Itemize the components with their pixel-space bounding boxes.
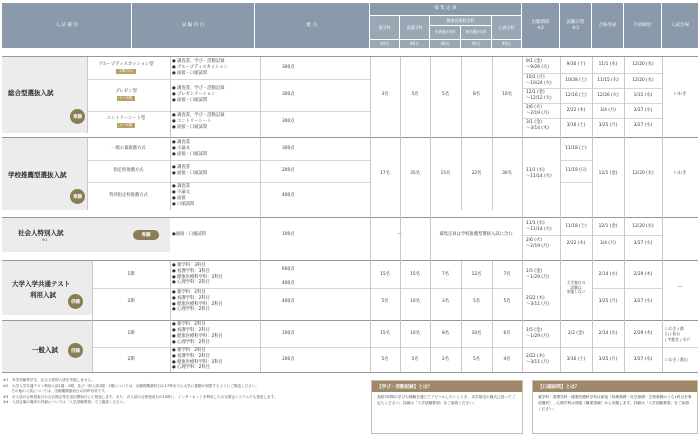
social-app-2-from: 2/6 (火) (526, 237, 542, 243)
sogo-subjects-presen (170, 79, 260, 111)
ippan-exam-1: 2/2 (金) (568, 331, 584, 337)
ippan-subject: ● 健康医療科学科：2科目 (172, 334, 223, 339)
ippan-subject: ● 薬学科：2科目 (172, 322, 206, 328)
ippan-quota-1-4: 6名 (503, 331, 511, 337)
header-col-ot: 作業療法学科 (430, 25, 461, 39)
kyotsu-subjects-1 (170, 261, 260, 288)
sogo-quota-0: 3名 (381, 92, 389, 98)
social-pass-1: 12/1 (金) (598, 223, 618, 229)
header-num-3: 40名 (461, 39, 492, 48)
header-col-nursing: 看護学科 (400, 15, 430, 39)
ippan-venue-line: / 宇都宮 / 水戸 (665, 336, 691, 342)
kyotsu-proc-2: 3/27 (水) (633, 298, 653, 304)
ippan-quota-2-0: 5名 (381, 356, 389, 362)
social-app-1-to: 〜11/14 (火) (526, 226, 552, 232)
ippan-subject: ● 心理学科：2科目 (172, 339, 210, 345)
kyotsu-pass-2: 3/25 (月) (598, 298, 618, 304)
sogo-name-gd-label: グループディスカッション型 (98, 62, 154, 68)
ippan-proc-1: 2/29 (木) (633, 331, 653, 337)
sogo-app-0-to: 〜9/26 (火) (526, 65, 549, 70)
kyotsu-quota-1-4: 7名 (503, 271, 511, 277)
sogo-subject: ● プレゼンテーション (172, 92, 216, 98)
kyotsu-subject: ● 看護学科：3科目 (172, 268, 210, 274)
box-oral-exam-body: 薬学科・看護学科・健康医療科学科は面接（物理基礎・化学基礎・生物基礎のうち1科目を事前選択）、心理学科は面接（職業領域）から出題します。詳細は「入学試験要項」をご参照ください。 (538, 395, 692, 411)
ippan-app-1-from: 1/5 (金) (526, 328, 542, 334)
header-venue: 入試会場 (662, 3, 698, 48)
ippan-pass-2: 3/25 (月) (598, 356, 618, 362)
ippan-name-1: 1期 (127, 331, 135, 337)
ippan-points-2: 200点 (282, 356, 295, 362)
kyotsu-exam-note (560, 261, 592, 315)
sogo-pass-2: 12/26 (火) (597, 92, 619, 98)
sogo-exam-2: 12/16 (土) (565, 92, 587, 98)
school-pass: 12/1 (金) (598, 171, 618, 177)
footnote: ※2 大学入学共通テスト利用入試1期・2期、及び一般入試1期・2期については、出願期間最終日の17時までに大学に書類が到着するようにご郵送ください。 (3, 383, 259, 388)
social-points: 100点 (282, 232, 295, 238)
school-subject: ● 面接・口頭試問 (172, 151, 208, 157)
header-exam-date (560, 3, 592, 48)
header-pass-date: 合格発表 (592, 3, 624, 48)
ippan-venue-line: いわき / 郡 (665, 326, 684, 332)
school-exam-0: 11/18 (土) (565, 146, 587, 152)
school-points-0: 300点 (282, 146, 295, 152)
sogo-app-4 (524, 118, 560, 133)
header-procedure: 手続締切 (624, 3, 662, 48)
school-subject: ● 調査書 (172, 184, 191, 190)
kyotsu-subjects-2 (170, 288, 260, 315)
sogo-subject: ● グループディスカッション (172, 65, 228, 71)
header-quota-sub: 健康医療科学科 (430, 15, 492, 25)
footnote: ※3 各入試の合格発表日の合否照会等を送信開始日にて発表します。また、各入試の合格発表日の10時に、インターネットを利用した合否照会システムでも発表します。 (3, 394, 278, 399)
kyotsu-subject: ● 健康医療科学科：2科目 (172, 301, 223, 307)
ippan-quota-2-2: 2名 (441, 356, 450, 362)
sogo-app-4-from: 3/1 (金) (526, 119, 542, 125)
ippan-subject: ● 看護学科：2科目 (172, 353, 210, 359)
ippan-quota-1-2: 8名 (441, 331, 450, 337)
kyotsu-subject: ● 薬学科：2科目 (172, 289, 206, 295)
social-exam-2: 2/22 (木) (566, 240, 586, 246)
school-quota-1: 35名 (410, 171, 420, 177)
kyotsu-title-1: 大学入学共通テスト (12, 280, 71, 288)
kyotsu-pass-1: 2/14 (水) (598, 271, 618, 277)
school-points-1: 200点 (282, 168, 295, 174)
sogo-app-1-to: 〜10/24 (火) (526, 80, 552, 86)
kyotsu-quota-2-3: 5名 (472, 298, 481, 304)
sogo-pass-1: 11/15 (水) (597, 77, 619, 83)
school-quota-2: 15名 (440, 171, 451, 177)
box-oral-exam-title: 【口頭試問】とは？ (533, 381, 697, 392)
ippan-subjects-1 (170, 321, 260, 347)
sogo-name-presen (87, 79, 165, 111)
sogo-quota-1: 5名 (411, 92, 419, 98)
school-exam-1: 11/19 (日) (565, 168, 587, 174)
header-subjects: 試 験 科 目 (132, 3, 255, 48)
ippan-app-1-to: 〜1/29 (月) (526, 334, 549, 339)
school-app (524, 138, 560, 210)
school-name-0: 一般公募推薦方式 (111, 146, 146, 152)
sogo-subject: ● 調査書、学び・活動記録 (172, 59, 225, 65)
ippan-badge: 併願 (68, 343, 83, 358)
sogo-exam-1: 10/28 (土) (565, 77, 587, 83)
social-quota-text: 募集定員は学校推薦型選抜入試に含む (439, 232, 513, 238)
social-exam-1: 11/18 (土) (565, 223, 587, 229)
kyotsu-points-2: 400点 (282, 298, 295, 304)
header-application (522, 3, 560, 48)
kyotsu-exam-note-line: 実施しない (566, 289, 586, 295)
sogo-app-3-from: 2/6 (火) (526, 104, 542, 110)
kyotsu-app-2-to: 〜3/11 (月) (526, 301, 549, 307)
social-app-2-to: 〜2/19 (月) (526, 243, 549, 249)
kyotsu-app-1-to: 〜1/29 (月) (526, 274, 549, 280)
social-subjects: ● 面接・口頭試問 (172, 232, 206, 238)
kyotsu-name-2: 2期 (127, 298, 135, 304)
school-quota-0: 17名 (380, 171, 390, 177)
kyotsu-subject: ● 薬学科：3科目 (172, 262, 206, 268)
sogo-subject: ● 面接・口頭試問 (172, 124, 208, 130)
footnote: ※1 実学所属専学生、社会人特別入試を実施しません。 (3, 378, 95, 382)
sogo-subject: ● 調査書、学び・活動記録 (172, 113, 225, 119)
school-name-1: 指定校推薦方式 (113, 168, 144, 174)
sogo-app-1 (524, 73, 560, 88)
header-num-1: 80名 (400, 39, 430, 48)
header-num-4: 40名 (492, 39, 522, 48)
school-subjects-0 (170, 138, 260, 160)
school-subjects-1 (170, 160, 260, 182)
sogo-app-0 (524, 57, 560, 73)
sogo-quota-4: 10名 (502, 92, 512, 98)
ippan-quota-1-3: 10名 (471, 331, 482, 337)
social-title: 社会人特別入試 (18, 229, 64, 237)
school-quota-4: 30名 (502, 171, 512, 177)
header-col-pt: 理学療法学科 (461, 25, 492, 39)
kyotsu-quota-1-2: 7名 (441, 271, 450, 277)
kyotsu-quota-2-2: 3名 (441, 298, 450, 304)
footnote: その他の入試については、出願期間最終日の消印有効です。 (3, 389, 108, 394)
header-exam-type: 入 試 種 別 (2, 3, 132, 48)
social-pass-2: 3/4 (月) (600, 240, 616, 246)
school-subject: ● 小論文 (172, 190, 191, 196)
school-points-2: 400点 (282, 193, 295, 199)
ippan-subject: ● 看護学科：2科目 (172, 328, 210, 334)
school-app-from: 11/1 (水) (526, 168, 545, 174)
kyotsu-venue: — (677, 285, 683, 291)
sogo-subject: ● 面接・口頭試問 (172, 97, 208, 103)
sogo-name-entry (87, 111, 165, 133)
kyotsu-exam-note-line: 大学独自の (566, 279, 586, 285)
sogo-tag-entry: 1〜3期 (117, 123, 135, 128)
social-subject: 面接・口頭試問 (175, 232, 206, 238)
footnote: ※4 入試会場の場所や詳細については「入学試験要項」でご確認ください。 (3, 400, 127, 405)
sogo-points-gd: 300点 (282, 65, 295, 71)
footnotes (3, 378, 363, 406)
ippan-quota-1-0: 15名 (380, 331, 390, 337)
ippan-venue-line: 山 / 仙台 (665, 331, 681, 337)
sogo-app-3-to: 〜2/19 (月) (526, 110, 549, 116)
school-subject: ● 面接 (172, 196, 186, 201)
kyotsu-quota-1-1: 15名 (410, 271, 420, 277)
sogo-name-gd (87, 57, 165, 79)
kyotsu-proc-1: 2/29 (木) (633, 271, 653, 277)
sogo-exam-0: 9/30 (土) (566, 62, 586, 68)
school-proc: 12/20 (水) (632, 171, 654, 177)
sogo-pass-4: 3/25 (月) (598, 122, 618, 128)
header-col-psych: 心理学科 (492, 15, 522, 39)
sogo-subjects-entry (170, 111, 260, 133)
school-subjects-2 (170, 182, 260, 210)
sogo-title: 総合型選抜入試 (8, 89, 54, 97)
ippan-title: 一般入試 (32, 346, 58, 354)
school-subject: ● 口頭試問 (172, 201, 195, 207)
school-subject: ● 小論文 (172, 146, 191, 152)
box-learning-record-body: 高校3年間の学びや経験を通じてアピールしたいことを、本学指定の様式に従ってご記入ください。詳細は「入学試験要項」をご参照ください。 (377, 395, 516, 405)
header-application-note: ※2 (537, 25, 544, 31)
header-col-pharmacy: 薬学科 (370, 15, 400, 39)
header-points: 配 点 (255, 3, 370, 48)
sogo-quota-3: 8名 (472, 92, 481, 98)
kyotsu-quota-1-0: 15名 (380, 271, 390, 277)
sogo-pass-3: 3/4 (月) (600, 107, 616, 113)
school-name-2: 特待指定校推薦方式 (109, 193, 148, 199)
sogo-subjects-gd (170, 57, 260, 79)
ippan-quota-2-4: 4名 (503, 356, 511, 362)
social-app-1 (524, 218, 560, 235)
sogo-points-presen: 300点 (282, 92, 295, 98)
sogo-subject: ● 面接・口頭試問 (172, 70, 208, 76)
ippan-subject: ● 薬学科：2科目 (172, 347, 206, 353)
box-learning-record (371, 380, 523, 434)
sogo-app-2 (524, 88, 560, 103)
school-quota-3: 22名 (471, 171, 482, 177)
kyotsu-points-1b: 400点 (282, 280, 295, 286)
ippan-app-2-from: 2/22 (木) (526, 353, 545, 359)
ippan-subject: ● 健康医療科学科：2科目 (172, 359, 223, 365)
sogo-venue: いわき (673, 92, 687, 98)
header-exam-date-label: 試験日程 (566, 20, 585, 26)
ippan-quota-1-1: 10名 (410, 331, 420, 337)
ippan-name-2: 2期 (127, 356, 135, 362)
sogo-proc-0: 12/20 (水) (632, 62, 654, 68)
kyotsu-subject: ● 看護学科：2科目 (172, 295, 210, 301)
kyotsu-app-2 (524, 288, 560, 315)
ippan-proc-2: 3/27 (水) (633, 356, 653, 362)
school-badge: 専願 (70, 189, 85, 204)
sogo-proc-3: 3/27 (水) (633, 107, 653, 113)
ippan-venue-2: いわき / 郡山 (665, 356, 688, 362)
ippan-subjects-2 (170, 347, 260, 372)
sogo-app-2-from: 12/1 (金) (526, 89, 545, 95)
sogo-exam-3: 2/22 (木) (566, 107, 586, 113)
sogo-name-presen-label: プレゼン型 (115, 89, 137, 95)
sogo-proc-2: 1/31 (水) (633, 92, 653, 98)
sogo-subject: ● 調査書、学び・活動記録 (172, 86, 225, 92)
ippan-exam-2: 3/16 (土) (566, 356, 586, 362)
sogo-quota-2: 5名 (441, 92, 450, 98)
social-proc-1: 12/20 (水) (632, 223, 654, 229)
kyotsu-app-2-from: 2/22 (木) (526, 295, 545, 301)
school-title: 学校推薦型選抜入試 (8, 171, 67, 179)
kyotsu-quota-1-3: 12名 (471, 271, 482, 277)
kyotsu-quota-2-1: 10名 (410, 298, 420, 304)
social-note: ※1 (42, 238, 48, 242)
kyotsu-exam-note-line: 試験は (570, 284, 582, 290)
sogo-proc-1: 12/20 (水) (632, 77, 654, 83)
social-dash: — (397, 232, 403, 238)
school-venue: いわき (673, 171, 687, 177)
ippan-quota-2-1: 5名 (411, 356, 419, 362)
ippan-subject: ● 心理学科：2科目 (172, 365, 210, 371)
kyotsu-subject: ● 健康医療科学科：2科目 (172, 274, 223, 280)
header-num-2: 40名 (430, 39, 461, 48)
sogo-tag-presen: 1〜3期 (117, 96, 135, 101)
ippan-points-1: 200点 (282, 331, 295, 337)
school-app-to: 〜11/14 (火) (526, 174, 552, 179)
kyotsu-quota-2-4: 5名 (503, 298, 511, 304)
sogo-name-entry-label: エントリーシート型 (106, 116, 146, 122)
header-application-label: 出願期間 (531, 20, 550, 26)
social-app-2 (524, 235, 560, 252)
sogo-points-entry: 300点 (282, 119, 295, 125)
sogo-exam-4: 3/16 (土) (566, 122, 586, 128)
kyotsu-quota-2-0: 5名 (381, 298, 389, 304)
kyotsu-subject: ● 心理学科：2科目 (172, 307, 210, 313)
kyotsu-badge: 併願 (68, 294, 83, 309)
social-proc-2: 3/27 (水) (633, 240, 653, 246)
sogo-app-0-from: 9/1 (金) (526, 59, 542, 65)
sogo-tag-gd: 1期のみ (116, 69, 136, 74)
sogo-subject: ● エントリーシート (172, 119, 212, 125)
kyotsu-app-1 (524, 261, 560, 288)
sogo-badge: 専願 (70, 109, 85, 124)
sogo-pass-0: 11/1 (水) (598, 62, 618, 68)
kyotsu-name-1: 1期 (127, 271, 135, 277)
ippan-app-1 (524, 321, 560, 347)
ippan-app-2-to: 〜3/11 (月) (526, 359, 549, 365)
ippan-quota-2-3: 5名 (472, 356, 481, 362)
ippan-pass-1: 2/14 (水) (598, 331, 618, 337)
school-subject: ● 調査書 (172, 165, 191, 171)
school-subject: ● 面接・口頭試問 (172, 171, 208, 176)
ippan-app-2 (524, 347, 560, 372)
social-badge: 専願 (133, 230, 159, 240)
sogo-app-4-to: 〜3/14 (木) (526, 125, 549, 131)
sogo-app-2-to: 〜12/12 (火) (526, 95, 552, 101)
box-oral-exam (532, 380, 698, 434)
school-subject: ● 調査書 (172, 140, 191, 146)
kyotsu-subject: ● 心理学科：2科目 (172, 280, 210, 286)
box-learning-record-title: 【学び・活動記録】とは？ (372, 381, 522, 392)
header-exam-date-note: ※3 (572, 25, 579, 31)
sogo-proc-4: 3/27 (水) (633, 122, 653, 128)
kyotsu-title-2: 利用入試 (30, 291, 56, 299)
ippan-venue-1 (663, 321, 699, 347)
header-quota-group: 募 集 定 員 (370, 3, 522, 15)
sogo-app-1-from: 10/2 (月) (526, 74, 545, 80)
kyotsu-points-1a: 600点 (282, 267, 295, 273)
sogo-app-3 (524, 103, 560, 118)
kyotsu-app-1-from: 1/5 (金) (526, 268, 542, 274)
social-app-1-from: 11/1 (水) (526, 220, 545, 226)
header-num-0: 40名 (370, 39, 400, 48)
